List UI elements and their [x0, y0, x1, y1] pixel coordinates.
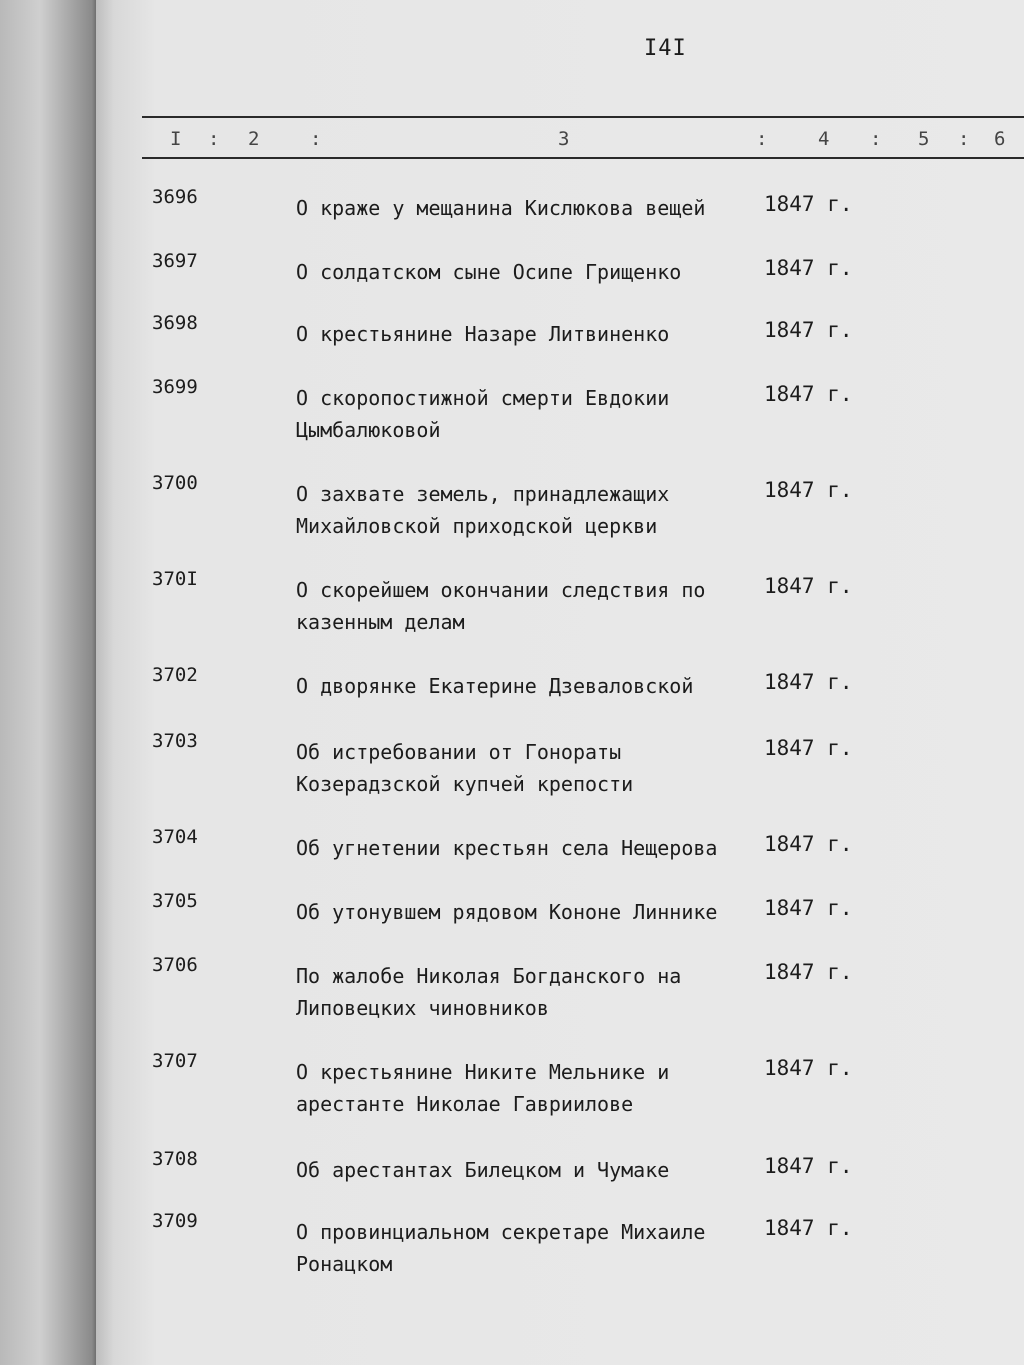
entry-year: 1847 г.: [764, 1056, 853, 1080]
column-header-4: 4: [818, 128, 830, 150]
document-page: [96, 0, 1024, 1365]
entry-year: 1847 г.: [764, 318, 853, 342]
entry-year: 1847 г.: [764, 896, 853, 920]
entry-year: 1847 г.: [764, 478, 853, 502]
column-separator: :: [958, 128, 970, 150]
entry-title: О провинциальном секретаре Михаиле Ронацком: [296, 1220, 706, 1276]
entry-title: О солдатском сыне Осипе Грищенко: [296, 260, 682, 284]
entry-number: 370I: [152, 568, 198, 590]
entry-title: О скорейшем окончании следствия по казенным делам: [296, 578, 706, 634]
entry-number: 3709: [152, 1210, 198, 1232]
entry-number: 3700: [152, 472, 198, 494]
entry-title: О скоропостижной смерти Евдокии Цымбалюковой: [296, 386, 670, 442]
entries-list: [96, 0, 1024, 1365]
entry-number: 3706: [152, 954, 198, 976]
entry-title: Об арестантах Билецком и Чумаке: [296, 1158, 670, 1182]
entry-year: 1847 г.: [764, 192, 853, 216]
entry-title: Об истребовании от Гонораты Козерадзской купчей крепости: [296, 740, 634, 796]
entry-number: 3702: [152, 664, 198, 686]
entry-title: О крестьянине Никите Мельнике и арестанте Николае Гавриилове: [296, 1060, 670, 1116]
entry-number: 3699: [152, 376, 198, 398]
entry-title: О крестьянине Назаре Литвиненко: [296, 322, 670, 346]
entry-title: О дворянке Екатерине Дзеваловской: [296, 674, 694, 698]
entry-number: 3698: [152, 312, 198, 334]
entry-year: 1847 г.: [764, 1154, 853, 1178]
entry-title: Об утонувшем рядовом Кононе Линнике: [296, 900, 718, 924]
entry-number: 3696: [152, 186, 198, 208]
entry-title: О захвате земель, принадлежащих Михайловской приходской церкви: [296, 482, 670, 538]
entry-year: 1847 г.: [764, 670, 853, 694]
entry-year: 1847 г.: [764, 574, 853, 598]
entry-year: 1847 г.: [764, 256, 853, 280]
column-header-3: 3: [558, 128, 570, 150]
page-number: I4I: [644, 36, 687, 61]
entry-year: 1847 г.: [764, 832, 853, 856]
entry-title: О краже у мещанина Кислюкова вещей: [296, 196, 706, 220]
column-header-1: I: [170, 128, 182, 150]
entry-year: 1847 г.: [764, 382, 853, 406]
column-header-5: 5: [918, 128, 930, 150]
entry-title: По жалобе Николая Богданского на Липовецких чиновников: [296, 964, 682, 1020]
column-header-2: 2: [248, 128, 260, 150]
entry-number: 3697: [152, 250, 198, 272]
entry-year: 1847 г.: [764, 736, 853, 760]
entry-year: 1847 г.: [764, 960, 853, 984]
column-separator: :: [310, 128, 322, 150]
entry-number: 3708: [152, 1148, 198, 1170]
entry-number: 3703: [152, 730, 198, 752]
column-separator: :: [756, 128, 768, 150]
entry-number: 3707: [152, 1050, 198, 1072]
entry-year: 1847 г.: [764, 1216, 853, 1240]
entry-number: 3705: [152, 890, 198, 912]
entry-title: Об угнетении крестьян села Нещерова: [296, 836, 718, 860]
book-gutter: [0, 0, 96, 1365]
column-separator: :: [870, 128, 882, 150]
column-header-6: 6: [994, 128, 1006, 150]
entry-number: 3704: [152, 826, 198, 848]
column-separator: :: [208, 128, 220, 150]
